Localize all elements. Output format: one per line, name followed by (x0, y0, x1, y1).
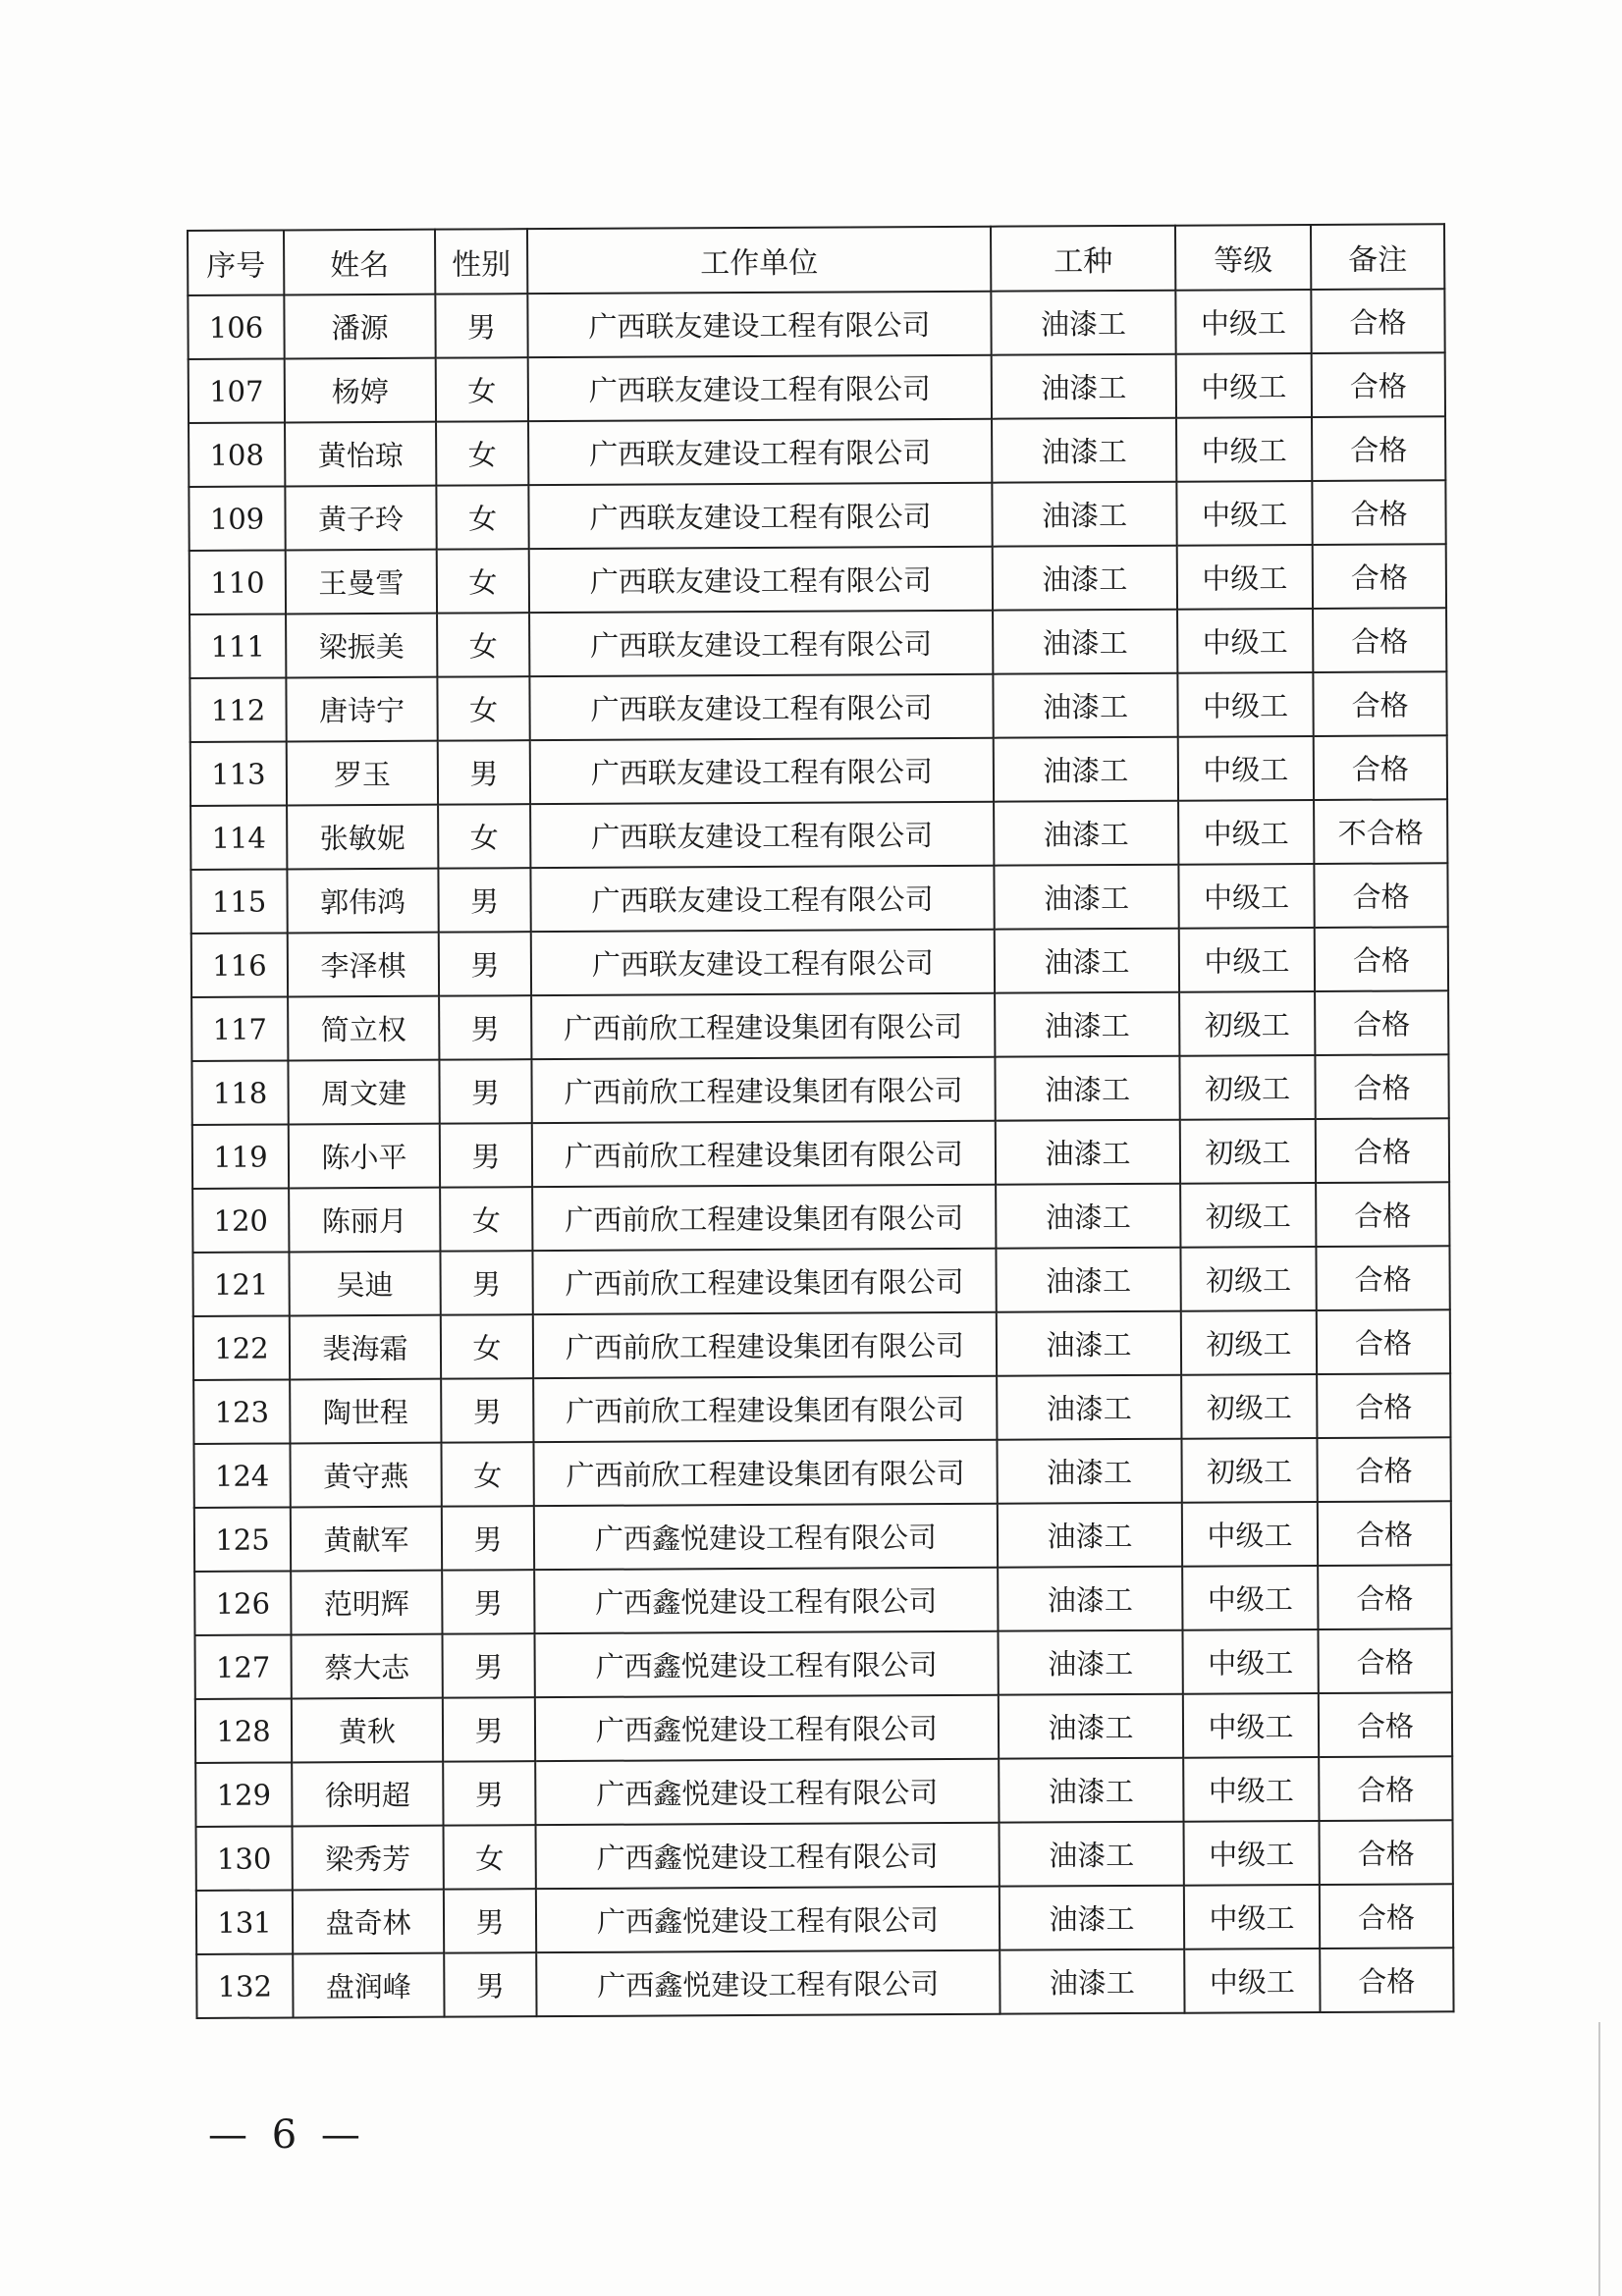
cell-work-unit: 广西鑫悦建设工程有限公司 (534, 1504, 998, 1570)
cell-name: 李泽棋 (288, 933, 439, 997)
cell-gender: 女 (436, 485, 528, 549)
cell-remark: 合格 (1311, 289, 1444, 353)
cell-gender: 男 (438, 740, 530, 804)
cell-level: 中级工 (1177, 672, 1313, 737)
cell-level: 中级工 (1178, 736, 1314, 801)
cell-index: 129 (195, 1762, 292, 1827)
cell-name: 盘奇林 (293, 1890, 444, 1954)
cell-trade: 油漆工 (998, 1503, 1182, 1568)
cell-trade: 油漆工 (995, 929, 1179, 993)
table-row (191, 927, 1448, 997)
cell-gender: 男 (438, 868, 530, 932)
cell-trade: 油漆工 (994, 801, 1178, 866)
cell-index: 116 (191, 933, 288, 997)
cell-name: 黄怡琼 (285, 422, 436, 487)
cell-work-unit: 广西鑫悦建设工程有限公司 (535, 1759, 999, 1825)
cell-remark: 合格 (1317, 1309, 1450, 1374)
table-row (196, 1820, 1453, 1891)
cell-gender: 男 (440, 1251, 532, 1314)
cell-level: 初级工 (1181, 1438, 1317, 1503)
cell-trade: 油漆工 (996, 1184, 1180, 1249)
table-row (191, 1054, 1448, 1125)
cell-gender: 男 (442, 1570, 534, 1633)
table-row (189, 544, 1446, 614)
cell-name: 黄献军 (291, 1507, 442, 1572)
cell-remark: 合格 (1319, 1756, 1452, 1821)
cell-work-unit: 广西前欣工程建设集团有限公司 (533, 1440, 997, 1506)
cell-trade: 油漆工 (992, 482, 1176, 547)
cell-name: 陈小平 (289, 1124, 440, 1189)
cell-level: 中级工 (1183, 1693, 1319, 1758)
cell-name: 蔡大志 (291, 1634, 442, 1699)
table-row (189, 352, 1445, 423)
cell-level: 中级工 (1176, 353, 1312, 418)
cell-name: 罗玉 (287, 741, 438, 806)
cell-level: 中级工 (1182, 1629, 1318, 1694)
cell-name: 黄子玲 (285, 486, 436, 551)
table-row (193, 1309, 1450, 1380)
cell-index: 122 (193, 1315, 290, 1380)
cell-level: 中级工 (1183, 1757, 1319, 1822)
header-remark: 备注 (1311, 224, 1444, 290)
cell-index: 115 (190, 869, 287, 934)
cell-index: 127 (194, 1634, 291, 1699)
cell-work-unit: 广西联友建设工程有限公司 (529, 611, 993, 676)
cell-level: 中级工 (1184, 1821, 1320, 1886)
cell-level: 中级工 (1175, 290, 1311, 354)
cell-work-unit: 广西联友建设工程有限公司 (530, 802, 994, 868)
cell-work-unit: 广西鑫悦建设工程有限公司 (536, 1887, 1000, 1952)
cell-work-unit: 广西前欣工程建设集团有限公司 (532, 1249, 996, 1314)
cell-index: 123 (193, 1379, 290, 1444)
cell-work-unit: 广西鑫悦建设工程有限公司 (534, 1631, 998, 1697)
table-row (196, 1948, 1453, 2018)
cell-level: 中级工 (1184, 1949, 1320, 2013)
table-row (193, 1437, 1450, 1508)
table-row (195, 1692, 1452, 1763)
table-row (192, 1118, 1449, 1189)
cell-remark: 合格 (1320, 1948, 1453, 2012)
cell-trade: 油漆工 (995, 992, 1179, 1057)
cell-gender: 女 (436, 421, 528, 485)
cell-index: 110 (189, 550, 286, 614)
cell-remark: 合格 (1314, 735, 1447, 800)
cell-work-unit: 广西鑫悦建设工程有限公司 (535, 1695, 999, 1761)
cell-gender: 男 (439, 932, 531, 995)
cell-name: 黄守燕 (290, 1443, 441, 1508)
cell-gender: 男 (441, 1378, 533, 1442)
cell-name: 简立权 (288, 996, 439, 1061)
cell-level: 初级工 (1180, 1183, 1316, 1248)
cell-remark: 合格 (1313, 544, 1446, 609)
cell-trade: 油漆工 (997, 1375, 1181, 1440)
cell-gender: 男 (443, 1761, 535, 1825)
cell-remark: 合格 (1315, 990, 1448, 1055)
cell-work-unit: 广西前欣工程建设集团有限公司 (533, 1376, 997, 1442)
cell-level: 中级工 (1177, 545, 1313, 610)
table-row (189, 671, 1446, 742)
cell-gender: 男 (442, 1506, 534, 1570)
cell-name: 黄秋 (292, 1698, 443, 1763)
cell-gender: 男 (443, 1697, 535, 1761)
cell-gender: 女 (440, 1187, 532, 1251)
cell-trade: 油漆工 (1000, 1822, 1184, 1887)
cell-trade: 油漆工 (992, 418, 1176, 483)
cell-level: 中级工 (1176, 481, 1312, 546)
cell-name: 徐明超 (292, 1762, 443, 1827)
cell-work-unit: 广西联友建设工程有限公司 (527, 292, 991, 357)
table-row (195, 1756, 1452, 1827)
cell-work-unit: 广西鑫悦建设工程有限公司 (536, 1823, 1000, 1889)
cell-index: 130 (196, 1826, 293, 1891)
cell-index: 114 (190, 805, 287, 870)
cell-remark: 合格 (1318, 1565, 1451, 1629)
cell-level: 中级工 (1182, 1502, 1318, 1567)
cell-level: 中级工 (1177, 609, 1313, 673)
cell-index: 111 (189, 614, 286, 678)
cell-name: 周文建 (288, 1060, 439, 1125)
cell-gender: 男 (439, 995, 531, 1059)
cell-level: 中级工 (1182, 1566, 1318, 1630)
cell-trade: 油漆工 (993, 546, 1177, 611)
table-row (188, 289, 1444, 359)
cell-name: 吴迪 (289, 1252, 440, 1316)
cell-gender: 女 (441, 1314, 533, 1378)
cell-name: 范明辉 (291, 1571, 442, 1635)
cell-work-unit: 广西联友建设工程有限公司 (528, 355, 992, 421)
cell-work-unit: 广西鑫悦建设工程有限公司 (536, 1950, 1000, 2016)
cell-index: 125 (194, 1507, 291, 1572)
cell-index: 124 (193, 1443, 290, 1508)
table-row (193, 1373, 1450, 1444)
cell-trade: 油漆工 (1000, 1949, 1184, 2014)
table-row (189, 480, 1445, 551)
cell-trade: 油漆工 (994, 737, 1178, 802)
cell-trade: 油漆工 (999, 1694, 1183, 1759)
table-header-row (188, 224, 1444, 295)
cell-index: 126 (194, 1571, 291, 1635)
cell-name: 梁振美 (286, 614, 437, 678)
cell-index: 132 (196, 1953, 293, 2018)
table-row (189, 608, 1446, 678)
cell-work-unit: 广西联友建设工程有限公司 (531, 930, 995, 995)
cell-work-unit: 广西前欣工程建设集团有限公司 (531, 993, 995, 1059)
cell-work-unit: 广西联友建设工程有限公司 (528, 419, 992, 485)
cell-level: 初级工 (1179, 1055, 1315, 1120)
header-index: 序号 (188, 230, 284, 295)
table-row (191, 990, 1448, 1061)
cell-remark: 合格 (1314, 863, 1447, 928)
cell-index: 118 (191, 1060, 288, 1125)
cell-index: 112 (189, 677, 286, 742)
cell-remark: 合格 (1312, 480, 1445, 545)
header-work-unit: 工作单位 (527, 227, 991, 294)
cell-level: 初级工 (1180, 1119, 1316, 1184)
table-row (196, 1884, 1453, 1954)
cell-work-unit: 广西前欣工程建设集团有限公司 (532, 1185, 996, 1251)
cell-gender: 男 (444, 1889, 536, 1952)
cell-gender: 女 (437, 549, 529, 613)
cell-gender: 男 (435, 294, 527, 357)
cell-level: 初级工 (1181, 1310, 1317, 1375)
cell-index: 117 (191, 996, 288, 1061)
cell-gender: 女 (438, 804, 530, 868)
cell-trade: 油漆工 (998, 1567, 1182, 1631)
cell-trade: 油漆工 (991, 291, 1175, 355)
cell-gender: 女 (436, 357, 528, 421)
cell-index: 121 (192, 1252, 289, 1316)
table-row (194, 1629, 1451, 1699)
cell-level: 中级工 (1179, 928, 1315, 992)
cell-work-unit: 广西联友建设工程有限公司 (529, 674, 993, 740)
cell-trade: 油漆工 (996, 1120, 1180, 1185)
cell-gender: 女 (444, 1825, 536, 1889)
cell-name: 陶世程 (290, 1379, 441, 1444)
scan-edge-line (1598, 2022, 1600, 2296)
cell-remark: 合格 (1316, 1182, 1449, 1247)
cell-level: 中级工 (1178, 864, 1314, 929)
cell-index: 113 (190, 741, 287, 806)
cell-remark: 合格 (1318, 1629, 1451, 1693)
cell-index: 120 (192, 1188, 289, 1253)
cell-name: 杨婷 (285, 358, 436, 423)
cell-remark: 合格 (1316, 1246, 1449, 1310)
cell-trade: 油漆工 (996, 1248, 1180, 1312)
cell-work-unit: 广西联友建设工程有限公司 (529, 547, 993, 613)
cell-name: 王曼雪 (286, 550, 437, 614)
table-row (194, 1501, 1451, 1572)
cell-trade: 油漆工 (997, 1311, 1181, 1376)
page-number: — 6 — (208, 2112, 366, 2158)
cell-remark: 合格 (1317, 1437, 1450, 1502)
cell-name: 盘润峰 (293, 1953, 444, 2018)
cell-level: 中级工 (1176, 417, 1312, 482)
cell-gender: 男 (442, 1633, 534, 1697)
cell-work-unit: 广西前欣工程建设集团有限公司 (532, 1121, 996, 1187)
cell-index: 128 (195, 1698, 292, 1763)
table-row (192, 1246, 1449, 1316)
cell-gender: 男 (440, 1123, 532, 1187)
table-row (190, 863, 1447, 934)
cell-remark: 合格 (1318, 1501, 1451, 1566)
cell-name: 唐诗宁 (286, 677, 437, 742)
table-row (192, 1182, 1449, 1253)
cell-gender: 女 (441, 1442, 533, 1506)
cell-name: 郭伟鸿 (287, 869, 438, 934)
cell-level: 中级工 (1178, 800, 1314, 865)
cell-remark: 合格 (1319, 1692, 1452, 1757)
cell-work-unit: 广西联友建设工程有限公司 (530, 738, 994, 804)
cell-trade: 油漆工 (1000, 1886, 1184, 1950)
header-level: 等级 (1175, 225, 1311, 291)
cell-remark: 合格 (1316, 1118, 1449, 1183)
cell-trade: 油漆工 (993, 673, 1177, 738)
personnel-table (187, 223, 1455, 2019)
cell-gender: 男 (444, 1952, 536, 2016)
cell-remark: 合格 (1312, 416, 1445, 481)
cell-remark: 合格 (1320, 1884, 1453, 1949)
cell-remark: 合格 (1320, 1820, 1453, 1885)
cell-work-unit: 广西前欣工程建设集团有限公司 (533, 1312, 997, 1378)
cell-name: 陈丽月 (289, 1188, 440, 1253)
cell-gender: 女 (437, 676, 529, 740)
cell-gender: 男 (439, 1059, 531, 1123)
cell-name: 张敏妮 (287, 805, 438, 870)
table-row (190, 799, 1447, 870)
cell-work-unit: 广西鑫悦建设工程有限公司 (534, 1568, 998, 1633)
cell-level: 初级工 (1181, 1374, 1317, 1439)
table-body (188, 289, 1453, 2018)
cell-trade: 油漆工 (992, 354, 1176, 419)
cell-remark: 不合格 (1314, 799, 1447, 864)
table-row (190, 735, 1447, 806)
cell-level: 中级工 (1184, 1885, 1320, 1949)
cell-trade: 油漆工 (994, 865, 1178, 930)
header-gender: 性别 (435, 229, 527, 294)
cell-level: 初级工 (1180, 1247, 1316, 1311)
cell-work-unit: 广西联友建设工程有限公司 (530, 866, 994, 932)
cell-work-unit: 广西前欣工程建设集团有限公司 (531, 1057, 995, 1123)
table-row (194, 1565, 1451, 1635)
cell-trade: 油漆工 (999, 1758, 1183, 1823)
cell-index: 119 (192, 1124, 289, 1189)
header-name: 姓名 (284, 230, 435, 295)
cell-index: 108 (189, 422, 285, 487)
cell-trade: 油漆工 (993, 610, 1177, 674)
cell-work-unit: 广西联友建设工程有限公司 (528, 483, 992, 549)
cell-gender: 女 (437, 613, 529, 676)
cell-remark: 合格 (1313, 671, 1446, 736)
cell-remark: 合格 (1312, 352, 1445, 417)
header-trade: 工种 (991, 226, 1175, 292)
cell-remark: 合格 (1315, 1054, 1448, 1119)
cell-level: 初级工 (1179, 991, 1315, 1056)
cell-remark: 合格 (1313, 608, 1446, 672)
table-row (189, 416, 1445, 487)
cell-name: 梁秀芳 (293, 1826, 444, 1891)
cell-index: 131 (196, 1890, 293, 1954)
cell-remark: 合格 (1317, 1373, 1450, 1438)
cell-trade: 油漆工 (998, 1630, 1182, 1695)
cell-index: 106 (188, 294, 284, 359)
cell-trade: 油漆工 (997, 1439, 1181, 1504)
cell-index: 109 (189, 486, 285, 551)
cell-trade: 油漆工 (995, 1056, 1179, 1121)
cell-index: 107 (189, 358, 285, 423)
cell-name: 潘源 (284, 294, 435, 359)
cell-remark: 合格 (1315, 927, 1448, 991)
cell-name: 裴海霜 (290, 1315, 441, 1380)
